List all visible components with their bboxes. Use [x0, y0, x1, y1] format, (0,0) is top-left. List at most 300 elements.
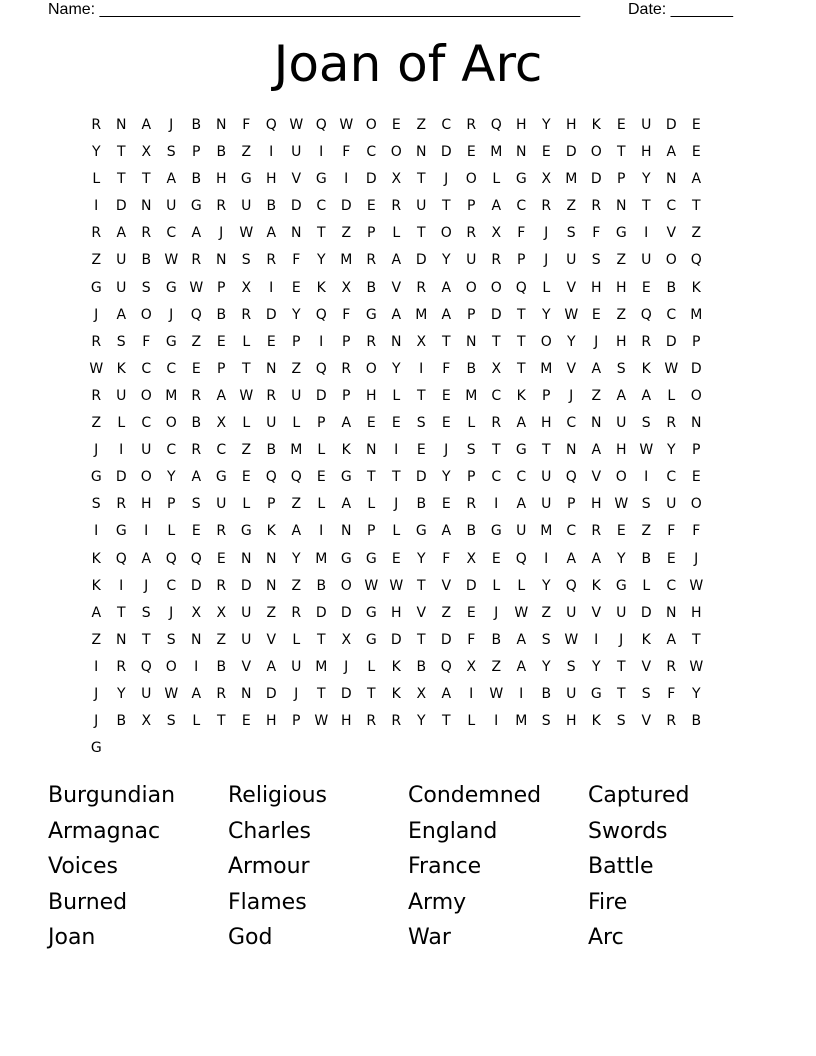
grid-cell: G	[515, 442, 528, 459]
grid-cell: A	[566, 550, 577, 567]
grid-cell: T	[416, 225, 427, 242]
grid-cell: C	[316, 198, 327, 215]
grid-cell: O	[690, 496, 703, 513]
grid-cell: T	[316, 225, 327, 242]
grid-cell: U	[466, 252, 477, 269]
grid-cell: T	[141, 631, 152, 648]
grid-cell: C	[141, 360, 152, 377]
word-bank-item: Armagnac	[48, 818, 161, 844]
grid-cell: Z	[591, 387, 602, 404]
grid-cell: V	[391, 279, 402, 296]
grid-cell: C	[491, 387, 502, 404]
grid-cell: D	[265, 306, 278, 323]
grid-cell: Z	[241, 144, 252, 161]
grid-cell: L	[367, 658, 376, 675]
grid-cell: U	[641, 117, 652, 133]
grid-cell: O	[165, 658, 178, 675]
grid-cell: C	[166, 225, 177, 242]
grid-cell: O	[540, 333, 553, 350]
grid-cell: N	[391, 333, 402, 350]
grid-cell: N	[141, 198, 152, 215]
grid-cell: J	[694, 550, 699, 567]
grid-cell: W	[364, 577, 379, 594]
grid-cell: C	[366, 144, 377, 161]
grid-cell: R	[91, 387, 102, 404]
grid-cell: P	[692, 442, 701, 459]
grid-cell: M	[515, 713, 528, 730]
grid-cell: J	[569, 387, 574, 404]
grid-cell: U	[616, 415, 627, 432]
grid-cell: D	[115, 198, 128, 215]
grid-cell: T	[116, 144, 127, 161]
grid-cell: C	[441, 117, 452, 133]
grid-cell: Z	[441, 604, 452, 621]
grid-cell: J	[94, 306, 99, 323]
grid-cell: P	[467, 306, 476, 323]
grid-cell: L	[292, 415, 301, 432]
grid-cell: O	[465, 171, 478, 188]
grid-cell: A	[391, 252, 402, 269]
grid-cell: R	[666, 415, 677, 432]
grid-cell: B	[641, 550, 652, 567]
grid-cell: R	[216, 198, 227, 215]
grid-cell: L	[492, 171, 501, 188]
grid-cell: U	[566, 252, 577, 269]
grid-cell: Z	[191, 333, 202, 350]
date-field: Date: _______	[628, 1, 733, 18]
grid-cell: A	[191, 685, 202, 702]
grid-cell: U	[166, 198, 177, 215]
grid-cell: T	[416, 577, 427, 594]
grid-cell: R	[116, 658, 127, 675]
grid-cell: I	[594, 631, 599, 648]
grid-cell: C	[491, 469, 502, 486]
grid-cell: R	[266, 387, 277, 404]
grid-cell: T	[116, 171, 127, 188]
grid-cell: F	[692, 523, 701, 540]
grid-cell: P	[467, 198, 476, 215]
grid-cell: R	[466, 225, 477, 242]
grid-cell: N	[116, 631, 127, 648]
grid-cell: D	[365, 171, 378, 188]
grid-cell: L	[542, 279, 551, 296]
grid-cell: E	[691, 144, 702, 161]
grid-cell: B	[416, 658, 427, 675]
grid-cell: R	[216, 523, 227, 540]
grid-cell: I	[519, 685, 524, 702]
grid-cell: R	[366, 713, 377, 730]
grid-cell: A	[116, 306, 127, 323]
grid-cell: O	[365, 117, 378, 133]
grid-cell: Q	[165, 550, 178, 567]
grid-cell: R	[291, 604, 302, 621]
grid-cell: D	[190, 577, 203, 594]
grid-cell: R	[191, 442, 202, 459]
grid-cell: K	[516, 387, 527, 404]
grid-cell: R	[366, 252, 377, 269]
grid-cell: E	[466, 604, 477, 621]
grid-cell: A	[516, 631, 527, 648]
grid-cell: M	[415, 306, 428, 323]
grid-cell: R	[216, 685, 227, 702]
grid-cell: V	[266, 631, 277, 648]
grid-cell: I	[119, 577, 124, 594]
grid-cell: G	[490, 523, 503, 540]
grid-cell: S	[141, 279, 152, 296]
grid-cell: C	[216, 442, 227, 459]
grid-cell: Z	[691, 225, 702, 242]
grid-cell: U	[616, 604, 627, 621]
grid-cell: J	[169, 117, 174, 133]
grid-cell: W	[689, 577, 704, 594]
grid-cell: T	[516, 333, 527, 350]
grid-cell: Q	[290, 469, 303, 486]
grid-cell: A	[691, 171, 702, 188]
grid-cell: G	[365, 550, 378, 567]
grid-cell: R	[666, 713, 677, 730]
grid-cell: H	[590, 279, 603, 296]
word-bank	[48, 778, 768, 956]
grid-cell: P	[292, 713, 301, 730]
grid-cell: T	[366, 469, 377, 486]
grid-cell: U	[266, 415, 277, 432]
grid-cell: B	[666, 279, 677, 296]
word-bank-item: Charles	[228, 818, 311, 844]
grid-cell: E	[391, 415, 402, 432]
grid-cell: T	[441, 198, 452, 215]
grid-cell: U	[566, 604, 577, 621]
grid-cell: Y	[541, 306, 552, 323]
grid-cell: U	[416, 198, 427, 215]
grid-cell: D	[640, 604, 653, 621]
grid-cell: V	[641, 713, 652, 730]
word-bank-item: Voices	[48, 854, 119, 879]
word-bank-item: Burgundian	[48, 783, 176, 808]
grid-cell: D	[665, 117, 678, 133]
grid-cell: M	[340, 252, 353, 269]
grid-cell: N	[416, 144, 427, 161]
grid-cell: W	[489, 685, 504, 702]
grid-cell: J	[294, 685, 299, 702]
grid-cell: H	[565, 713, 578, 730]
grid-cell: H	[265, 713, 278, 730]
grid-cell: P	[217, 279, 226, 296]
grid-cell: P	[692, 333, 701, 350]
grid-cell: A	[141, 550, 152, 567]
grid-cell: X	[191, 604, 202, 621]
grid-cell: K	[691, 279, 702, 296]
grid-cell: A	[266, 225, 277, 242]
grid-cell: F	[342, 306, 351, 323]
grid-cell: U	[291, 658, 302, 675]
grid-cell: A	[491, 198, 502, 215]
grid-cell: L	[242, 333, 251, 350]
grid-cell: U	[541, 496, 552, 513]
grid-cell: I	[144, 523, 149, 540]
grid-cell: G	[340, 550, 353, 567]
grid-cell: E	[441, 496, 452, 513]
grid-cell: S	[416, 415, 427, 432]
grid-cell: Y	[691, 685, 702, 702]
grid-cell: E	[616, 117, 627, 133]
grid-cell: B	[416, 496, 427, 513]
grid-cell: F	[292, 252, 301, 269]
grid-cell: I	[644, 225, 649, 242]
grid-cell: Y	[441, 252, 452, 269]
grid-cell: G	[165, 333, 178, 350]
grid-cell: T	[616, 144, 627, 161]
grid-cell: Y	[166, 469, 177, 486]
grid-cell: A	[516, 415, 527, 432]
grid-cell: O	[665, 252, 678, 269]
grid-cell: R	[366, 333, 377, 350]
grid-cell: V	[666, 225, 677, 242]
grid-cell: L	[492, 577, 501, 594]
grid-cell: D	[265, 685, 278, 702]
grid-cell: C	[566, 415, 577, 432]
grid-cell: A	[266, 658, 277, 675]
grid-cell: K	[316, 279, 327, 296]
grid-cell: U	[641, 252, 652, 269]
grid-cell: K	[641, 631, 652, 648]
page-title: Joan of Arc	[273, 35, 543, 93]
grid-cell: N	[516, 144, 527, 161]
grid-cell: Z	[291, 360, 302, 377]
grid-cell: X	[416, 685, 427, 702]
grid-cell: I	[94, 658, 99, 675]
grid-cell: I	[494, 713, 499, 730]
grid-cell: D	[440, 631, 453, 648]
grid-cell: N	[366, 442, 377, 459]
grid-cell: O	[490, 279, 503, 296]
grid-cell: Z	[291, 496, 302, 513]
grid-cell: N	[616, 198, 627, 215]
grid-cell: I	[269, 279, 274, 296]
grid-cell: T	[441, 713, 452, 730]
grid-cell: N	[341, 523, 352, 540]
grid-cell: B	[541, 685, 552, 702]
grid-cell: T	[216, 713, 227, 730]
grid-cell: K	[391, 685, 402, 702]
grid-cell: V	[441, 577, 452, 594]
letter-grid	[84, 112, 709, 762]
grid-cell: R	[341, 360, 352, 377]
grid-cell: U	[291, 144, 302, 161]
grid-cell: K	[641, 360, 652, 377]
grid-cell: D	[565, 144, 578, 161]
grid-cell: A	[291, 523, 302, 540]
grid-cell: P	[292, 333, 301, 350]
grid-cell: C	[141, 415, 152, 432]
grid-cell: P	[517, 252, 526, 269]
grid-cell: O	[365, 360, 378, 377]
grid-cell: Z	[241, 442, 252, 459]
grid-cell: C	[516, 469, 527, 486]
grid-cell: U	[116, 279, 127, 296]
grid-cell: A	[141, 117, 152, 133]
grid-cell: B	[316, 577, 327, 594]
grid-cell: R	[241, 306, 252, 323]
grid-cell: F	[667, 685, 676, 702]
grid-cell: U	[141, 442, 152, 459]
grid-cell: G	[240, 171, 253, 188]
grid-cell: F	[242, 117, 251, 133]
grid-cell: R	[591, 523, 602, 540]
grid-cell: M	[565, 171, 578, 188]
grid-cell: K	[91, 577, 102, 594]
grid-cell: B	[466, 360, 477, 377]
grid-cell: P	[217, 360, 226, 377]
grid-cell: S	[541, 631, 552, 648]
grid-cell: I	[469, 685, 474, 702]
grid-cell: W	[239, 225, 254, 242]
grid-cell: E	[491, 550, 502, 567]
grid-cell: A	[341, 415, 352, 432]
grid-cell: L	[467, 415, 476, 432]
grid-cell: R	[141, 225, 152, 242]
grid-cell: E	[416, 442, 427, 459]
grid-cell: A	[591, 550, 602, 567]
grid-cell: X	[416, 333, 427, 350]
grid-cell: C	[666, 577, 677, 594]
grid-cell: Y	[116, 685, 127, 702]
grid-cell: J	[94, 713, 99, 730]
grid-cell: H	[215, 171, 228, 188]
grid-cell: N	[116, 117, 127, 133]
grid-cell: W	[289, 117, 304, 133]
grid-cell: Q	[640, 306, 653, 323]
grid-cell: T	[516, 360, 527, 377]
grid-cell: E	[216, 333, 227, 350]
grid-cell: D	[290, 198, 303, 215]
grid-cell: R	[466, 496, 477, 513]
word-bank-item: Flames	[228, 889, 307, 915]
word-bank-item: Arc	[588, 925, 624, 950]
grid-cell: G	[90, 279, 103, 296]
grid-cell: T	[616, 658, 627, 675]
grid-cell: A	[441, 523, 452, 540]
grid-cell: G	[315, 171, 328, 188]
grid-cell: A	[191, 225, 202, 242]
grid-cell: J	[494, 604, 499, 621]
grid-cell: T	[416, 171, 427, 188]
word-bank-item: God	[228, 925, 273, 950]
grid-cell: M	[540, 360, 553, 377]
grid-cell: T	[416, 631, 427, 648]
grid-cell: Q	[515, 279, 528, 296]
grid-cell: J	[94, 442, 99, 459]
grid-cell: X	[241, 279, 252, 296]
grid-cell: T	[241, 360, 252, 377]
grid-cell: T	[416, 387, 427, 404]
grid-cell: H	[590, 496, 603, 513]
grid-cell: Z	[266, 604, 277, 621]
grid-cell: Y	[291, 306, 302, 323]
grid-cell: R	[391, 713, 402, 730]
grid-cell: H	[615, 333, 628, 350]
grid-cell: Q	[115, 550, 128, 567]
grid-cell: V	[591, 469, 602, 486]
grid-cell: U	[141, 685, 152, 702]
grid-cell: T	[316, 685, 327, 702]
grid-cell: L	[92, 171, 101, 188]
grid-cell: T	[141, 171, 152, 188]
grid-cell: V	[566, 360, 577, 377]
grid-cell: K	[266, 523, 277, 540]
grid-cell: C	[166, 360, 177, 377]
grid-cell: Z	[91, 252, 102, 269]
grid-cell: H	[265, 171, 278, 188]
grid-cell: N	[216, 252, 227, 269]
word-bank-item: Armour	[228, 854, 310, 879]
grid-cell: U	[291, 387, 302, 404]
grid-cell: D	[415, 469, 428, 486]
grid-cell: G	[90, 740, 103, 757]
grid-cell: W	[164, 685, 179, 702]
grid-cell: O	[615, 469, 628, 486]
grid-cell: L	[367, 496, 376, 513]
grid-cell: E	[191, 360, 202, 377]
grid-cell: I	[319, 144, 324, 161]
grid-cell: R	[91, 333, 102, 350]
grid-cell: S	[566, 225, 577, 242]
grid-cell: B	[141, 252, 152, 269]
grid-cell: A	[441, 306, 452, 323]
grid-cell: E	[291, 279, 302, 296]
grid-cell: M	[465, 387, 478, 404]
grid-cell: X	[491, 225, 502, 242]
grid-cell: T	[316, 631, 327, 648]
grid-cell: J	[544, 225, 549, 242]
grid-cell: C	[666, 198, 677, 215]
grid-cell: W	[664, 360, 679, 377]
grid-cell: X	[341, 631, 352, 648]
grid-cell: D	[465, 577, 478, 594]
grid-cell: Y	[91, 144, 102, 161]
grid-cell: Q	[265, 117, 278, 133]
grid-cell: N	[291, 225, 302, 242]
grid-cell: U	[116, 252, 127, 269]
grid-cell: K	[591, 577, 602, 594]
grid-cell: G	[615, 225, 628, 242]
grid-cell: T	[691, 631, 702, 648]
grid-cell: Q	[565, 469, 578, 486]
grid-cell: A	[166, 171, 177, 188]
grid-cell: S	[641, 496, 652, 513]
grid-cell: Q	[315, 117, 328, 133]
grid-cell: I	[344, 171, 349, 188]
grid-cell: U	[541, 469, 552, 486]
word-bank-item: Burned	[48, 889, 128, 915]
grid-cell: H	[640, 144, 653, 161]
grid-cell: B	[691, 713, 702, 730]
grid-cell: D	[340, 685, 353, 702]
grid-cell: L	[642, 577, 651, 594]
grid-cell: D	[315, 387, 328, 404]
grid-cell: E	[616, 523, 627, 540]
grid-cell: B	[491, 631, 502, 648]
grid-cell: G	[365, 604, 378, 621]
grid-cell: Z	[641, 523, 652, 540]
grid-cell: A	[441, 279, 452, 296]
grid-cell: H	[690, 604, 703, 621]
grid-cell: O	[140, 469, 153, 486]
grid-cell: Q	[315, 306, 328, 323]
grid-cell: J	[394, 496, 399, 513]
grid-cell: E	[541, 144, 552, 161]
grid-cell: Z	[341, 225, 352, 242]
grid-cell: X	[541, 171, 552, 188]
